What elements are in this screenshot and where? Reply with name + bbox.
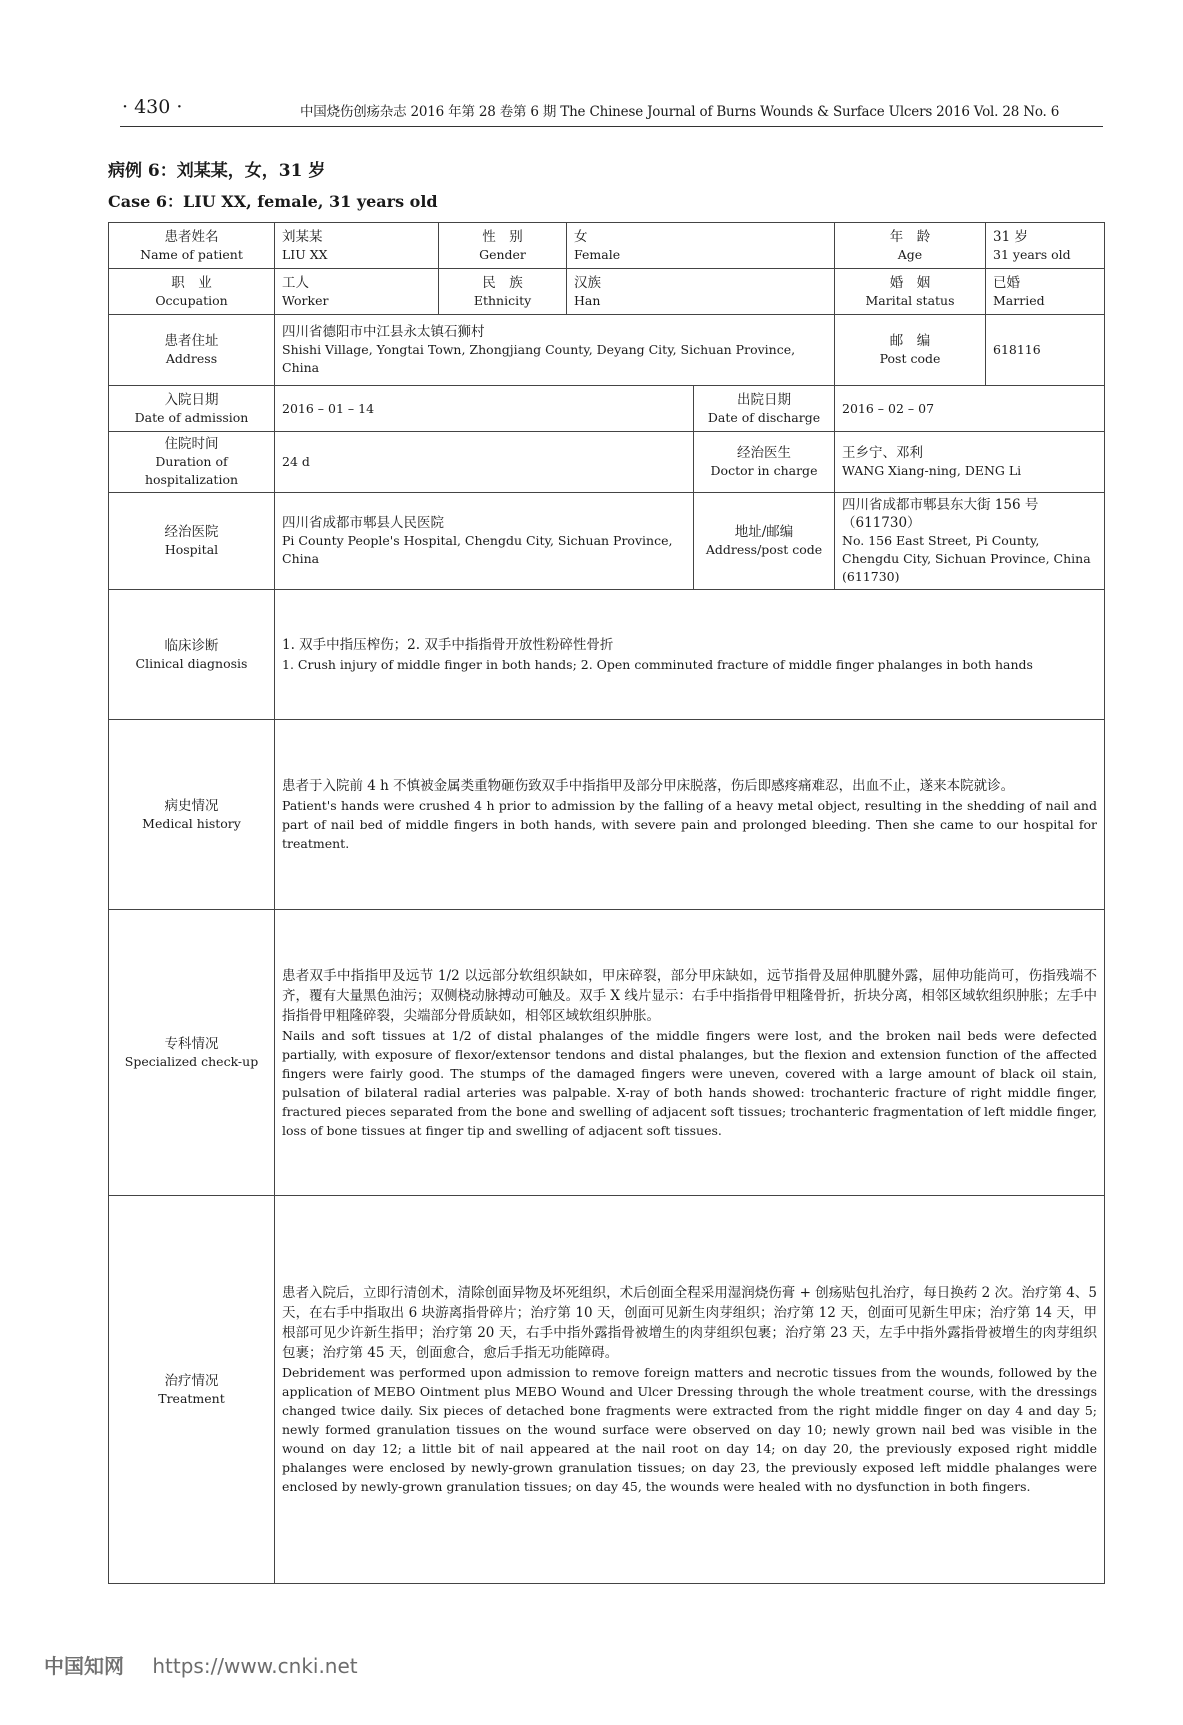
- page-number: · 430 ·: [122, 96, 183, 118]
- history-label: 病史情况 Medical history: [109, 720, 275, 910]
- table-row: [109, 1196, 1105, 1584]
- duration-label: 住院时间 Duration of hospitalization: [109, 432, 275, 493]
- table-row: [109, 910, 1105, 1196]
- occupation-value: 工人 Worker: [275, 269, 439, 315]
- admission-value: 2016 – 01 – 14: [275, 386, 694, 432]
- address-value: 四川省德阳市中江县永太镇石狮村 Shishi Village, Yongtai Town, Zhongjiang County, Deyang City, Sichuan Province, China: [275, 315, 835, 386]
- running-header: [0, 96, 1183, 126]
- gender-label: 性 别 Gender: [439, 223, 567, 269]
- hospital-address-label: 地址/邮编 Address/post code: [694, 493, 835, 590]
- checkup-label: 专科情况 Specialized check-up: [109, 910, 275, 1196]
- duration-value: 24 d: [275, 432, 694, 493]
- name-value: 刘某某 LIU XX: [275, 223, 439, 269]
- table-row: [109, 315, 1105, 386]
- admission-label: 入院日期 Date of admission: [109, 386, 275, 432]
- discharge-value: 2016 – 02 – 07: [835, 386, 1105, 432]
- discharge-label: 出院日期 Date of discharge: [694, 386, 835, 432]
- hospital-value: 四川省成都市郫县人民医院 Pi County People's Hospital, Chengdu City, Sichuan Province, China: [275, 493, 694, 590]
- diagnosis-value: 1. 双手中指压榨伤；2. 双手中指指骨开放性粉碎性骨折 1. Crush injury of middle finger in both hands; 2. Open comminuted fracture of middle finger phalanges in both hands: [275, 590, 1105, 720]
- age-label: 年 龄 Age: [835, 223, 986, 269]
- table-row: [109, 720, 1105, 910]
- watermark-footer: [44, 1650, 358, 1679]
- cnki-logo: 中国知网: [44, 1654, 124, 1678]
- case-title-zh: 病例 6：刘某某，女，31 岁: [108, 161, 326, 181]
- ethnicity-label: 民 族 Ethnicity: [439, 269, 567, 315]
- checkup-value: 患者双手中指指甲及远节 1/2 以远部分软组织缺如，甲床碎裂，部分甲床缺如，远节指骨及屈伸肌腱外露，屈伸功能尚可，伤指残端不齐，覆有大量黑色油污；双侧桡动脉搏动可触及。双手 X 线片显示：右手中指指骨甲粗隆骨折，折块分离，相邻区域软组织肿胀；左手中指指骨甲粗隆碎裂，尖端部分骨质缺如，相邻区域软组织肿胀。 Nails and soft tissues at 1/2 of distal phalanges of the middle fingers were lost, and the broken nail beds were defected partially, with exposure of flexor/extensor tendons and distal phalanges, but the flexion and extension function of the affected fingers were fairly good. The stumps of the damaged fingers were uneven, covered with a large amount of black oil stain, pulsation of bilateral radial arteries was palpable. X-ray of both hands showed: trochanteric fracture of right middle finger, fractured pieces separated from the bone and swelling of adjacent soft tissues; trochanteric fragmentation of left middle finger, loss of bone tissues at finger tip and swelling of adjacent soft tissues.: [275, 910, 1105, 1196]
- doctor-label: 经治医生 Doctor in charge: [694, 432, 835, 493]
- treatment-value: 患者入院后，立即行清创术，清除创面异物及坏死组织，术后创面全程采用湿润烧伤膏 + 创疡贴包扎治疗，每日换药 2 次。治疗第 4、5 天，在右手中指取出 6 块游离指骨碎片；治疗第 10 天，创面可见新生肉芽组织；治疗第 12 天，创面可见新生甲床；治疗第 14 天，甲根部可见少许新生指甲；治疗第 20 天，右手中指外露指骨被增生的肉芽组织包裹；治疗第 23 天，左手中指外露指骨被增生的肉芽组织包裹；治疗第 45 天，创面愈合，愈后手指无功能障碍。 Debridement was performed upon admission to remove foreign matters and necrotic tissues from the wounds, followed by the application of MEBO Ointment plus MEBO Wound and Ulcer Dressing through the whole treatment course, with the dressings changed twice daily. Six pieces of detached bone fragments were extracted from the right middle finger on day 4 and day 5; newly formed granulation tissues on the wound surface were observed on day 10; newly grown nail bed was visible in the wound on day 12; a little bit of nail appeared at the nail root on day 14; on day 20, the previously exposed right middle phalanges were enclosed by newly-grown granulation tissues; on day 23, the previously exposed left middle phalanges were enclosed by newly-grown granulation tissues; on day 45, the wounds were healed with no dysfunction in both fingers.: [275, 1196, 1105, 1584]
- cnki-url[interactable]: https://www.cnki.net: [152, 1654, 358, 1678]
- header-rule: [120, 126, 1103, 127]
- age-value: 31 岁 31 years old: [986, 223, 1105, 269]
- gender-value: 女 Female: [567, 223, 835, 269]
- table-row: [109, 590, 1105, 720]
- history-value: 患者于入院前 4 h 不慎被金属类重物砸伤致双手中指指甲及部分甲床脱落，伤后即感疼痛难忍，出血不止，遂来本院就诊。 Patient's hands were crushed 4 h prior to admission by the falling of a heavy metal object, resulting in the shedding of nail and part of nail bed of middle fingers in both hands, with severe pain and prolonged bleeding. Then she came to our hospital for treatment.: [275, 720, 1105, 910]
- table-row: [109, 223, 1105, 269]
- marital-label: 婚 姻 Marital status: [835, 269, 986, 315]
- address-label: 患者住址 Address: [109, 315, 275, 386]
- running-title: 中国烧伤创疡杂志 2016 年第 28 卷第 6 期 The Chinese Journal of Burns Wounds & Surface Ulcers 2016 Vol. 28 No. 6: [300, 104, 1060, 120]
- table-row: [109, 432, 1105, 493]
- postcode-label: 邮 编 Post code: [835, 315, 986, 386]
- table-row: [109, 386, 1105, 432]
- name-label: 患者姓名 Name of patient: [109, 223, 275, 269]
- treatment-label: 治疗情况 Treatment: [109, 1196, 275, 1584]
- table-row: [109, 269, 1105, 315]
- case-table: [108, 222, 1105, 1584]
- diagnosis-label: 临床诊断 Clinical diagnosis: [109, 590, 275, 720]
- doctor-value: 王乡宁、邓利 WANG Xiang-ning, DENG Li: [835, 432, 1105, 493]
- marital-value: 已婚 Married: [986, 269, 1105, 315]
- hospital-address-value: 四川省成都市郫县东大街 156 号（611730） No. 156 East Street, Pi County, Chengdu City, Sichuan Province, China (611730): [835, 493, 1105, 590]
- postcode-value: 618116: [986, 315, 1105, 386]
- ethnicity-value: 汉族 Han: [567, 269, 835, 315]
- case-title-en: Case 6：LIU XX, female, 31 years old: [108, 192, 438, 211]
- table-row: [109, 493, 1105, 590]
- occupation-label: 职 业 Occupation: [109, 269, 275, 315]
- hospital-label: 经治医院 Hospital: [109, 493, 275, 590]
